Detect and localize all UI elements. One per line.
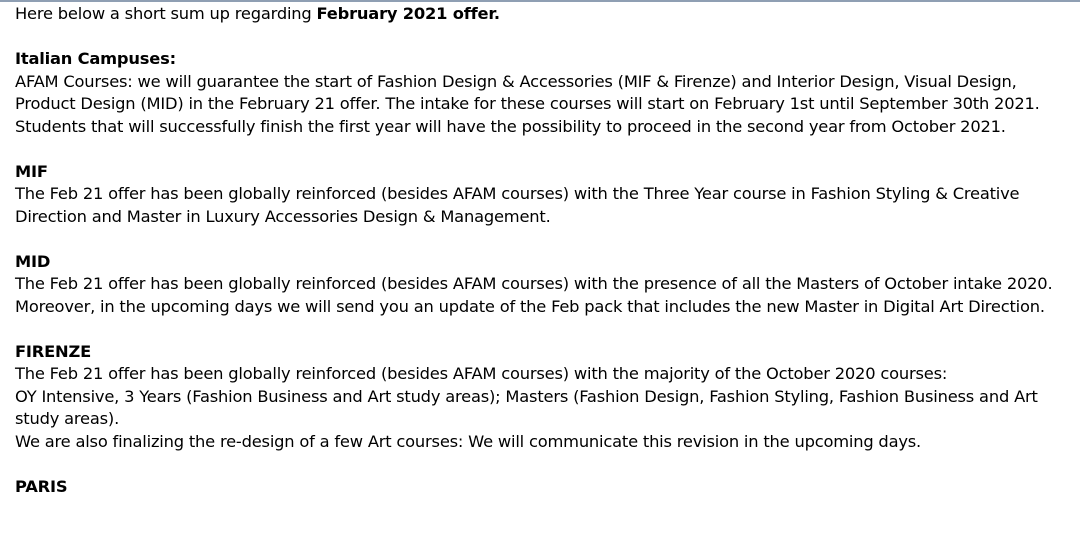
section-heading-firenze: FIRENZE [15, 341, 91, 361]
section-text-mif: The Feb 21 offer has been globally reinforced (besides AFAM courses) with the Three Year course in Fashion Styling & Creative Direction and Master in Luxury Accessories Design & Management. [15, 184, 1020, 226]
section-heading-mif: MIF [15, 161, 48, 181]
paragraph-gap [15, 138, 1077, 161]
section-heading-mid: MID [15, 251, 51, 271]
paragraph-gap [15, 453, 1077, 476]
intro-bold-text: February 2021 offer. [316, 4, 500, 23]
paragraph-gap [15, 26, 1077, 49]
section-heading-paris: PARIS [15, 476, 68, 496]
paragraph-gap [15, 318, 1077, 341]
section-text-mid-update: Moreover, in the upcoming days we will send you an update of the Feb pack that includes the new Master in Digital Art Direction. [15, 296, 1045, 316]
section-text-firenze-courses: OY Intensive, 3 Years (Fashion Business and Art study areas); Masters (Fashion Design, Fashion Styling, Fashion Business and Art study areas). [15, 386, 1038, 428]
section-text-italian: AFAM Courses: we will guarantee the start of Fashion Design & Accessories (MIF & Firenze) and Interior Design, Visual Design, Product Design (MID) in the February 21 offer. The intake for these courses will start on February 1st until September 30th 2021. Students that will successfully finish the first year will have the possibility to proceed in the second year from October 2021. [15, 71, 1040, 136]
intro-text: Here below a short sum up regarding [15, 4, 317, 23]
section-text-firenze: The Feb 21 offer has been globally reinforced (besides AFAM courses) with the majority of the October 2020 courses: [15, 364, 948, 383]
email-body [15, 3, 1077, 498]
section-text-firenze-revision: We are also finalizing the re-design of a few Art courses: We will communicate this revision in the upcoming days. [15, 431, 922, 451]
section-heading-italian: Italian Campuses: [15, 49, 176, 68]
intro-line [15, 3, 1077, 26]
window-top-border [0, 0, 1080, 2]
section-text-mid: The Feb 21 offer has been globally reinforced (besides AFAM courses) with the presence of all the Masters of October intake 2020. [15, 274, 1053, 293]
paragraph-gap [15, 228, 1077, 251]
